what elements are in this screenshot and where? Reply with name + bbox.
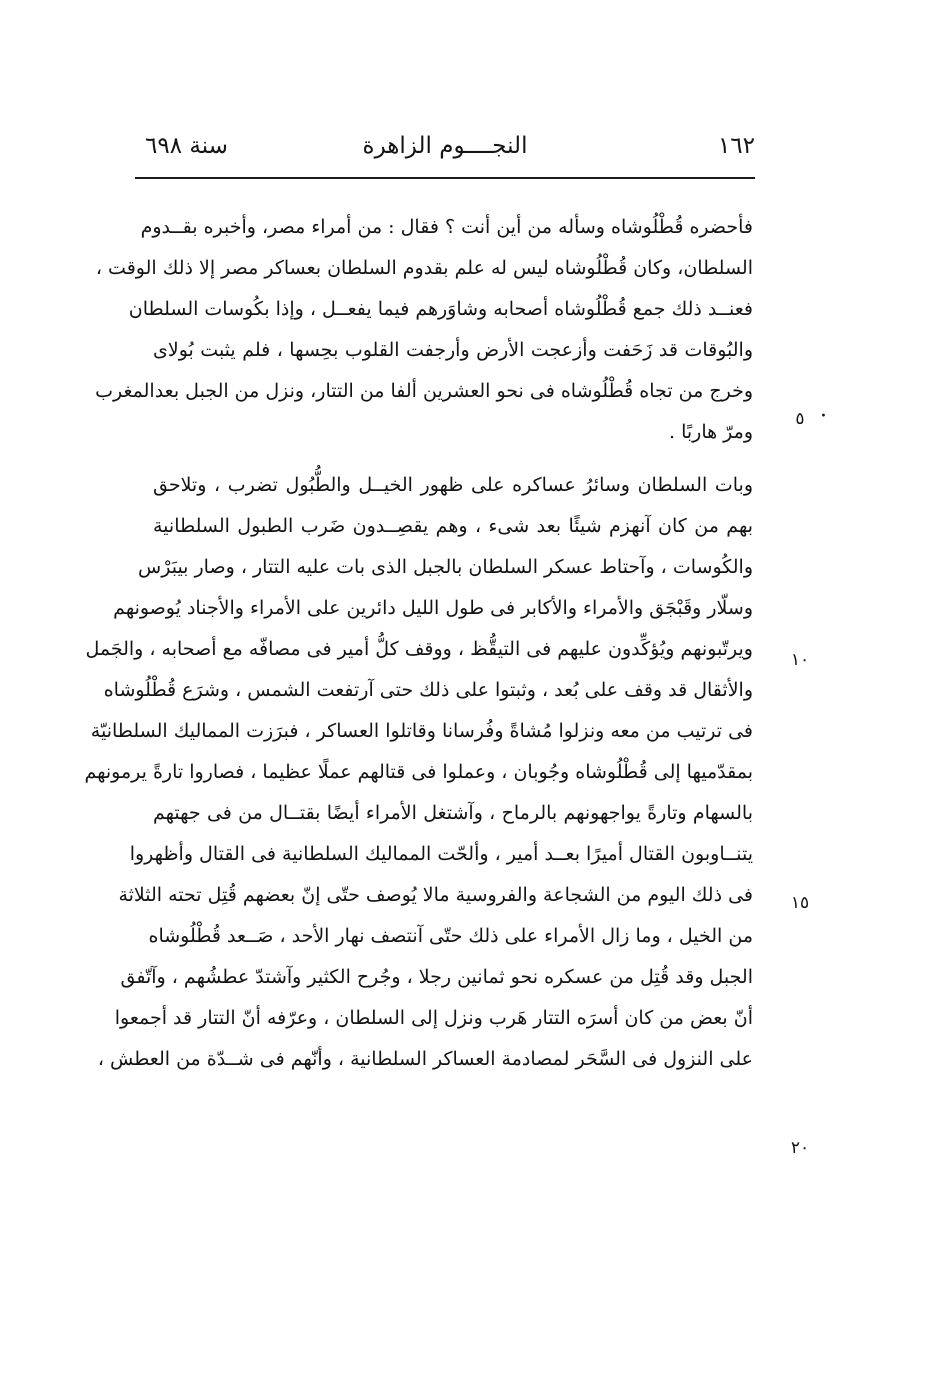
text-line: السلطان، وكان قُطْلُوشاه ليس له علم بقدوم السلطان بعساكر مصر إلا ذلك الوقت ، [95, 257, 753, 279]
text-line: وسلّار وقَبْجَق والأمراء والأكابر فى طول الليل دائرين على الأمراء والأجناد يُوصونهم [113, 597, 753, 619]
page-number: ١٦٢ [717, 133, 755, 159]
text-body [84, 207, 753, 1080]
line-number-15: ١٥ [790, 893, 810, 913]
text-line: فى ذلك اليوم من الشجاعة والفروسية مالا يُوصف حتّى إنّ بعضهم قُتِل تحته الثلاثة [118, 884, 753, 906]
text-line: والبُوقات قد زَحَفت وأزعجت الأرض وأرجفت القلوب بحِسها ، فلم يثبت بُولاى [153, 339, 753, 361]
text-line: فأحضره قُطْلُوشاه وسأله من أين أنت ؟ فقال : من أمراء مصر، وأخبره بقــدوم [140, 216, 753, 238]
text-line: والكُوسات ، وآحتاط عسكر السلطان بالجبل الذى بات عليه التتار ، وصار بيبَرْس [138, 556, 753, 578]
text-line: فعنــد ذلك جمع قُطْلُوشاه أصحابه وشاوَرهم فيما يفعــل ، وإذا بكُوسات السلطان [128, 298, 753, 320]
line-number-5: ٥ [795, 409, 805, 429]
text-line: على النزول فى السَّحَر لمصادمة العساكر السلطانية ، وأنّهم فى شــدّة من العطش ، [97, 1048, 753, 1070]
text-line: أنّ بعض من كان أسرَه التتار هَرب ونزل إلى السلطان ، وعرّفه أنّ التتار قد أجمعوا [114, 1007, 753, 1029]
margin-dot: · [820, 404, 827, 429]
text-line: وخرج من تجاه قُطْلُوشاه فى نحو العشرين ألفا من التتار، ونزل من الجبل بعدالمغرب [95, 380, 753, 402]
page-header [135, 128, 755, 168]
year-label: سنة ٦٩٨ [145, 133, 228, 159]
text-line: بهم من كان آنهزم شيئًا بعد شىء ، وهم يقصِــدون ضَرب الطبول السلطانية [153, 515, 753, 537]
paragraph-gap [153, 453, 753, 465]
line-number-10: ١٠ [790, 650, 810, 670]
text-line: بمقدّميها إلى قُطْلُوشاه وجُوبان ، وعملوا فى قتالهم عملًا عظيما ، فصاروا تارةً يرمونهم [84, 761, 753, 783]
header-rule [135, 177, 755, 179]
text-line: الجبل وقد قُتِل من عسكره نحو ثمانين رجلا ، وجُرح الكثير وآشتدّ عطشُهم ، وآتّفق [120, 966, 753, 988]
text-line: يتنــاوبون القتال أميرًا بعــد أمير ، وألحّت المماليك السلطانية فى القتال وأظهروا [129, 843, 753, 865]
text-line: وبات السلطان وسائرُ عساكره على ظهور الخيــل والطُّبُول تضرب ، وتلاحق [153, 474, 753, 496]
text-line: ومرّ هاربًا . [668, 421, 753, 443]
running-title: النجــــوم الزاهرة [362, 133, 528, 159]
text-line: فى ترتيب من معه ونزلوا مُشاةً وفُرسانا وقاتلوا العساكر ، فبرَزت المماليك السلطانيّة [90, 720, 753, 742]
line-number-20: ٢٠ [790, 1138, 810, 1158]
text-line: بالسهام وتارةً يواجهونهم بالرماح ، وآشتغل الأمراء أيضًا بقتــال من فى جهتهم [153, 802, 753, 824]
text-line: من الخيل ، وما زال الأمراء على ذلك حتّى آنتصف نهار الأحد ، صَــعد قُطْلُوشاه [148, 925, 753, 947]
text-line: والأثقال قد وقف على بُعد ، وثبتوا على ذلك حتى آرتفعت الشمس ، وشرَع قُطْلُوشاه [103, 679, 753, 701]
text-line: ويرتّبونهم ويُؤكِّدون عليهم فى التيقُّظ ، ووقف كلُّ أمير فى مصافّه مع أصحابه ، والجَمل [85, 638, 753, 660]
